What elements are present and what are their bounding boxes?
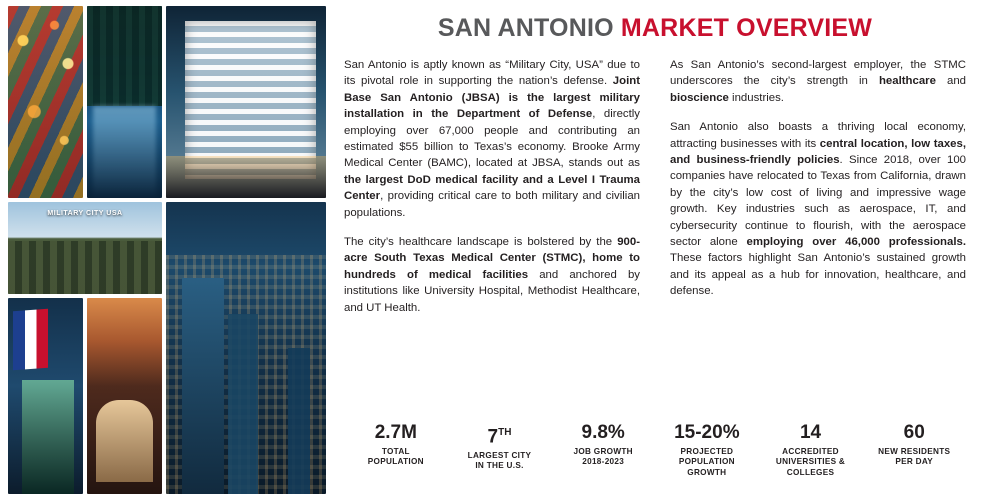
stat-number xyxy=(761,422,861,444)
stat-label-line: COLLEGES xyxy=(786,467,835,477)
festival-lights-photo xyxy=(8,6,83,198)
stat-number-value: 9.8% xyxy=(581,421,625,443)
stat-number-value: 7 xyxy=(487,425,499,447)
emphasis-text: bioscience xyxy=(670,91,729,104)
body-text: San Antonio also boasts a thriving local economy, attracting businesses with its xyxy=(670,121,966,150)
stat-label-line: LARGEST CITY xyxy=(467,450,532,460)
stat-label xyxy=(761,447,861,479)
paragraph xyxy=(344,234,640,316)
stat-item xyxy=(448,422,552,472)
military-city-usa-caption: MILITARY CITY USA xyxy=(47,210,123,217)
body-text: , directly employing over 67,000 people and contributing an estimated $55 billion to Texas’s economy. Brooke Army Medical Center (BAMC), located at JBSA, stands out as xyxy=(344,108,640,170)
body-text: These factors highlight San Antonio’s sustained growth and its appeal as a hub for innovation, healthcare, and defense. xyxy=(670,252,966,298)
emphasis-text: the largest DoD medical facility and a Level I Trauma Center xyxy=(344,173,640,203)
body-text: and xyxy=(935,75,966,88)
stat-number-value: 15-20% xyxy=(674,421,740,443)
texas-flag-building-photo xyxy=(8,298,83,494)
stat-label-line: 2018-2023 xyxy=(582,457,625,466)
stat-number-value: 14 xyxy=(799,421,822,443)
page-title xyxy=(344,14,966,43)
emphasis-text: employing over 46,000 professionals. xyxy=(746,236,966,249)
stat-label-line: NEW RESIDENTS xyxy=(878,446,951,456)
military-city-usa-group-photo xyxy=(8,202,162,294)
stat-number-value: 60 xyxy=(903,421,925,443)
body-text: As San Antonio’s second-largest employer, the STMC underscores the city’s strength in xyxy=(670,59,966,88)
body-columns xyxy=(344,57,966,329)
stat-number xyxy=(450,422,550,448)
stat-item xyxy=(862,422,966,468)
stat-label xyxy=(657,447,757,479)
stat-label xyxy=(450,451,550,472)
stat-number xyxy=(346,422,446,444)
body-text: , providing critical care to both military and civilian populations. xyxy=(344,190,640,219)
stat-number xyxy=(657,422,757,444)
stat-label-line: POPULATION xyxy=(367,457,424,466)
stat-number-value: 2.7M xyxy=(374,421,417,443)
paragraph xyxy=(670,57,966,106)
body-text: The city’s healthcare landscape is bolstered by the xyxy=(344,236,618,249)
alamo-dusk-photo xyxy=(87,298,162,494)
stat-label-line: UNIVERSITIES & xyxy=(775,457,846,466)
stat-label-line: PROJECTED xyxy=(680,446,734,456)
stat-label-line: GROWTH xyxy=(687,467,727,477)
stat-item xyxy=(551,422,655,468)
content-area xyxy=(330,0,984,492)
stat-label-line: POPULATION xyxy=(678,457,735,466)
emphasis-text: 900-acre South Texas Medical Center (STMC), home to hundreds of medical facilities xyxy=(344,236,640,281)
page-title-city: SAN ANTONIO xyxy=(437,14,614,42)
stat-label xyxy=(864,447,964,468)
emphasis-text: Joint Base San Antonio (JBSA) is the largest military installation in the Department of Defense xyxy=(344,75,640,121)
body-text: and anchored by institutions like University Hospital, Methodist Healthcare, and UT Health. xyxy=(344,268,640,314)
downtown-skyline-photo xyxy=(166,202,326,494)
stat-label xyxy=(346,447,446,468)
stat-number-suffix: TH xyxy=(498,426,512,438)
page-title-subject: MARKET OVERVIEW xyxy=(620,14,873,42)
stat-label-line: JOB GROWTH xyxy=(573,446,633,456)
riverwalk-night-photo xyxy=(87,6,162,198)
stat-number xyxy=(864,422,964,444)
stat-label-line: TOTAL xyxy=(381,446,410,456)
right-text-column xyxy=(670,57,966,313)
emphasis-text: healthcare xyxy=(878,75,936,88)
stat-number xyxy=(553,422,653,444)
left-text-column xyxy=(344,57,640,329)
body-text: industries. xyxy=(728,91,784,104)
body-text: . Since 2018, over 100 companies have relocated to Texas from California, drawn by the city’s low cost of living and impressive wage growth. Key industries such as aerospace, IT, and cybersecurity continue to flourish, with the aerospace sector alone xyxy=(670,154,966,249)
stat-item xyxy=(344,422,448,468)
stat-label xyxy=(553,447,653,468)
photo-collage xyxy=(0,0,330,492)
body-text: San Antonio is aptly known as “Military City, USA” due to its pivotal role in supporting the nation’s defense. xyxy=(344,59,640,88)
paragraph xyxy=(670,119,966,299)
stat-item xyxy=(655,422,759,479)
hospital-building-photo xyxy=(166,6,326,198)
stats-bar xyxy=(344,422,966,479)
stat-label-line: IN THE U.S. xyxy=(475,461,524,471)
stat-label-line: ACCREDITED xyxy=(782,446,839,456)
paragraph xyxy=(344,57,640,221)
emphasis-text: central location, low taxes, and business-friendly policies xyxy=(670,137,966,167)
stat-label-line: PER DAY xyxy=(895,457,934,466)
stat-item xyxy=(759,422,863,479)
